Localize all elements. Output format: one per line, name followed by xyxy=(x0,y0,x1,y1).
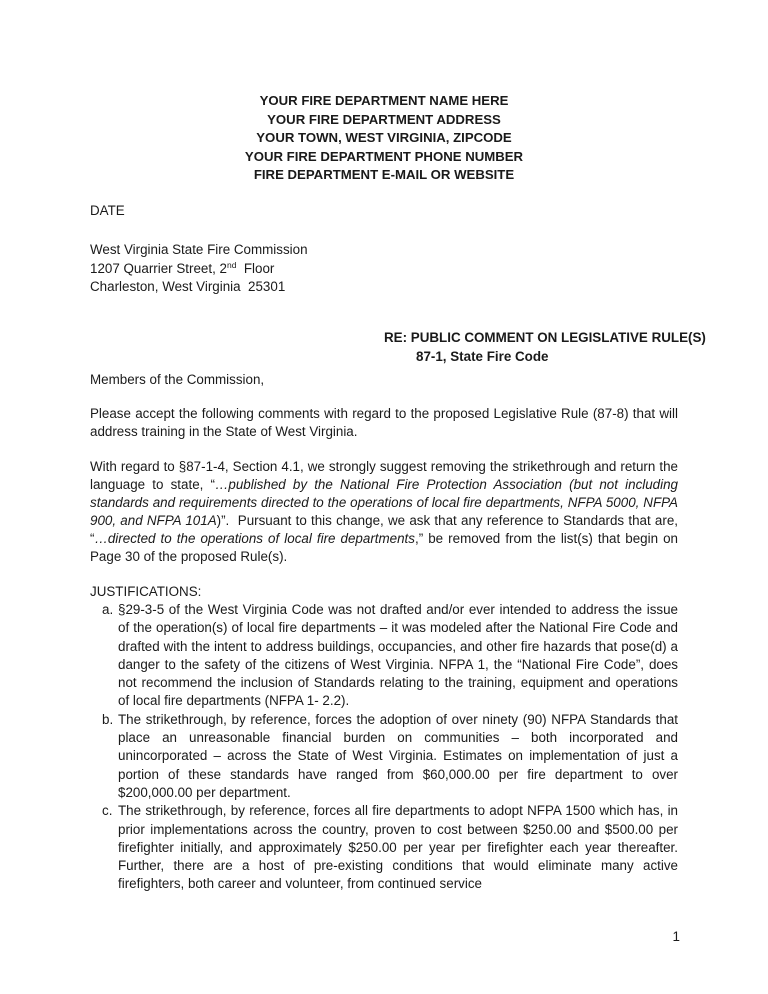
list-item-text: The strikethrough, by reference, forces all fire departments to adopt NFPA 1500 which has, in prior implementations across the country, proven to cost between $250.00 and $500.00 per firefighter initially, and approximately $250.00 per year per firefighter each year thereafter. Further, there are a host of pre-existing conditions that would eliminate many active firefighters, both career and volunteer, from continued service xyxy=(118,803,678,892)
list-marker: c. xyxy=(102,803,113,819)
justifications-heading: JUSTIFICATIONS: xyxy=(90,584,202,599)
subject-line-1: RE: PUBLIC COMMENT ON LEGISLATIVE RULE(S) xyxy=(384,330,706,345)
floor-text: Floor xyxy=(236,260,275,276)
subject-line-2: 87-1, State Fire Code xyxy=(416,348,549,364)
list-item xyxy=(90,711,678,802)
recipient-address xyxy=(90,241,308,297)
letterhead xyxy=(0,92,768,185)
list-item xyxy=(90,601,678,711)
justifications-list xyxy=(90,601,678,894)
salutation: Members of the Commission, xyxy=(90,372,265,387)
department-phone: YOUR FIRE DEPARTMENT PHONE NUMBER xyxy=(244,148,524,164)
recipient-city: Charleston, West Virginia 25301 xyxy=(90,279,286,294)
department-email-website: FIRE DEPARTMENT E-MAIL OR WEBSITE xyxy=(253,167,515,182)
request-text: )”. Pursuant to this change, we ask that any reference to Standards that are, “ xyxy=(90,513,682,546)
request-text: With regard to §87-1-4, Section 4.1, we strongly suggest removing the strikethrough and return the language to state, “ xyxy=(90,459,678,492)
list-marker: a. xyxy=(102,602,114,617)
department-town: YOUR TOWN, WEST VIRGINIA, ZIPCODE xyxy=(256,130,512,145)
recipient-street xyxy=(90,260,308,279)
department-address: YOUR FIRE DEPARTMENT ADDRESS xyxy=(267,111,501,127)
list-item xyxy=(90,802,678,893)
letter-date: DATE xyxy=(90,203,125,218)
subject-line xyxy=(384,329,706,366)
recipient-name: West Virginia State Fire Commission xyxy=(90,242,308,257)
request-text: ,” be removed from the list(s) that begin on Page 30 of the proposed Rule(s). xyxy=(90,531,678,564)
list-item-text: The strikethrough, by reference, forces the adoption of over ninety (90) NFPA Standards that place an unreasonable financial burden on communities – both incorporated and unincorporated – across the State of West Virginia. Estimates on implementation of just a portion of these standards have ranged from $60,000.00 per fire department to over $200,000.00 per department. xyxy=(118,711,678,800)
ordinal-suffix: nd xyxy=(226,259,237,270)
quoted-rule-text: …published by the National Fire Protection Association (but not including standards and requirements directed to the operations of local fire departments, NFPA 5000, NFPA 900, and NFPA 101A xyxy=(90,477,678,528)
paragraph-request xyxy=(90,458,682,566)
quoted-rule-text: …directed to the operations of local fire departments xyxy=(94,531,415,546)
list-marker: b. xyxy=(102,711,114,727)
list-item-text: §29-3-5 of the West Virginia Code was not drafted and/or ever intended to address the issue of the operation(s) of local fire departments – it was modeled after the National Fire Code and drafted with the intent to address buildings, occupancies, and other fire hazards that pose(d) a danger to the safety of the citizens of West Virginia. NFPA 1, the “National Fire Code”, does not recommend the inclusion of Standards relating to the training, equipment and operations of local fire departments (NFPA 1- 2.2). xyxy=(118,602,678,709)
page-number: 1 xyxy=(672,929,680,944)
department-name: YOUR FIRE DEPARTMENT NAME HERE xyxy=(259,93,509,108)
paragraph-intro: Please accept the following comments with regard to the proposed Legislative Rule (87-8) that will address training in the State of West Virginia. xyxy=(90,406,678,439)
street-text: 1207 Quarrier Street, 2 xyxy=(90,260,227,276)
